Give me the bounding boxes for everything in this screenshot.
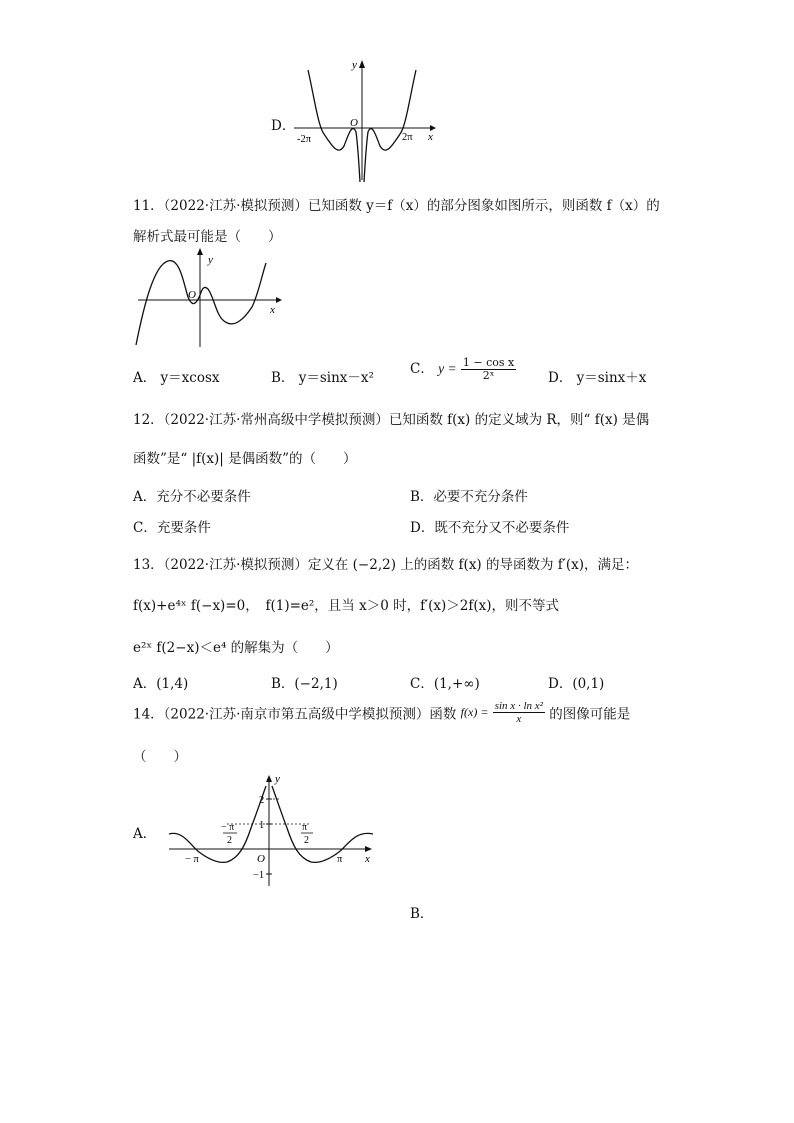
q11-option-b[interactable]: B． y＝sinx－x² [271,370,374,386]
q13-question-line-2: f(x)+e⁴ˣ f(−x)=0， f(1)=e²，且当 x＞0 时，f′(x)＞2f(x)，则不等式 [133,598,560,614]
q14-numerator: sin x · ln x² [494,700,543,712]
q11-option-c-prefix: C． [410,361,434,377]
origin-label: O [188,289,196,301]
y-label: y [208,254,213,266]
label-2: 2 [259,795,265,806]
label-half-pi-num: π [302,822,308,833]
q11-option-c-numerator: 1 − cos x [462,356,515,369]
neg-2pi-label: -2π [297,134,312,145]
q11-option-d[interactable]: D． y＝sinx＋x [548,370,647,386]
pos-2pi-label: 2π [402,132,413,143]
q11-function-graph [130,245,285,350]
q14-question-prefix: 14．（2022·江苏·南京市第五高级中学模拟预测）函数 [133,706,457,723]
label-neg-pi: − π [185,854,199,865]
y-label: y [352,59,357,71]
q12-option-c[interactable]: C．充要条件 [133,520,211,536]
q11-option-c-fraction [461,357,516,382]
q11-option-c[interactable] [410,357,516,382]
q12-option-a[interactable]: A．充分不必要条件 [133,489,251,505]
q14-fraction [493,700,545,725]
q11-question-line-2: 解析式最可能是（ ） [133,229,282,245]
q12-question-line-1: 12．（2022·江苏·常州高级中学模拟预测）已知函数 f(x) 的定义域为 R，则“ f(x) 是偶 [133,412,650,428]
x-axis-arrow [276,297,282,303]
q12-option-d[interactable]: D．既不充分又不必要条件 [410,520,570,536]
q14-option-b-label[interactable]: B． [410,906,434,922]
q12-option-b[interactable]: B．必要不充分条件 [410,489,528,505]
curve-right [364,70,416,182]
x-axis-arrow [365,846,372,852]
q13-option-a[interactable]: A．(1,4) [133,676,189,692]
y-label: y [275,773,280,785]
label-neg-half-pi-num: − π [221,822,235,833]
label-half-pi-den: 2 [304,835,309,846]
q13-option-b[interactable]: B．(−2,1) [271,676,338,692]
label-neg1: −1 [253,870,265,881]
q10-option-d-graph [290,56,440,184]
x-label: x [365,853,370,865]
q14-question-suffix: 的图像可能是 [549,706,631,723]
q11-question-line-1: 11．（2022·江苏·模拟预测）已知函数 y＝f（x）的部分图象如图所示，则函数 f（x）的 [133,198,660,214]
q10-option-d-label: D． [271,118,296,134]
q11-option-a[interactable]: A． y＝xcosx [133,370,220,386]
q14-denominator: x [516,713,522,725]
q11-option-c-denominator: 2ˣ [482,369,495,382]
q14-option-a-graph [165,772,380,890]
label-pi: π [337,854,343,865]
q13-option-c[interactable]: C．(1,+∞) [410,676,480,692]
origin-label: O [350,117,358,129]
q12-question-line-2: 函数”是“ |f(x)| 是偶函数”的（ ） [133,451,357,467]
q13-question-line-3: e²ˣ f(2−x)＜e⁴ 的解集为（ ） [133,640,339,656]
q14-question-line-2: （ ） [133,749,187,765]
y-axis-arrow [197,248,203,255]
label-neg-half-pi-den: 2 [227,835,232,846]
q14-function-name: f(x) = [460,705,489,719]
label-1: 1 [259,820,265,831]
q14-question-line-1 [133,700,630,725]
x-label: x [270,304,275,316]
curve [136,261,266,345]
q11-option-c-y: y = [438,361,457,376]
x-label: x [428,131,433,143]
y-axis-arrow [359,60,365,68]
y-axis-arrow [266,775,272,782]
origin-label: O [257,853,265,865]
q13-question-line-1: 13．（2022·江苏·模拟预测）定义在 (−2,2) 上的函数 f(x) 的导函数为 f′(x)，满足： [133,557,638,573]
q14-option-a-label[interactable]: A． [133,826,157,842]
q13-option-d[interactable]: D．(0,1) [548,676,605,692]
